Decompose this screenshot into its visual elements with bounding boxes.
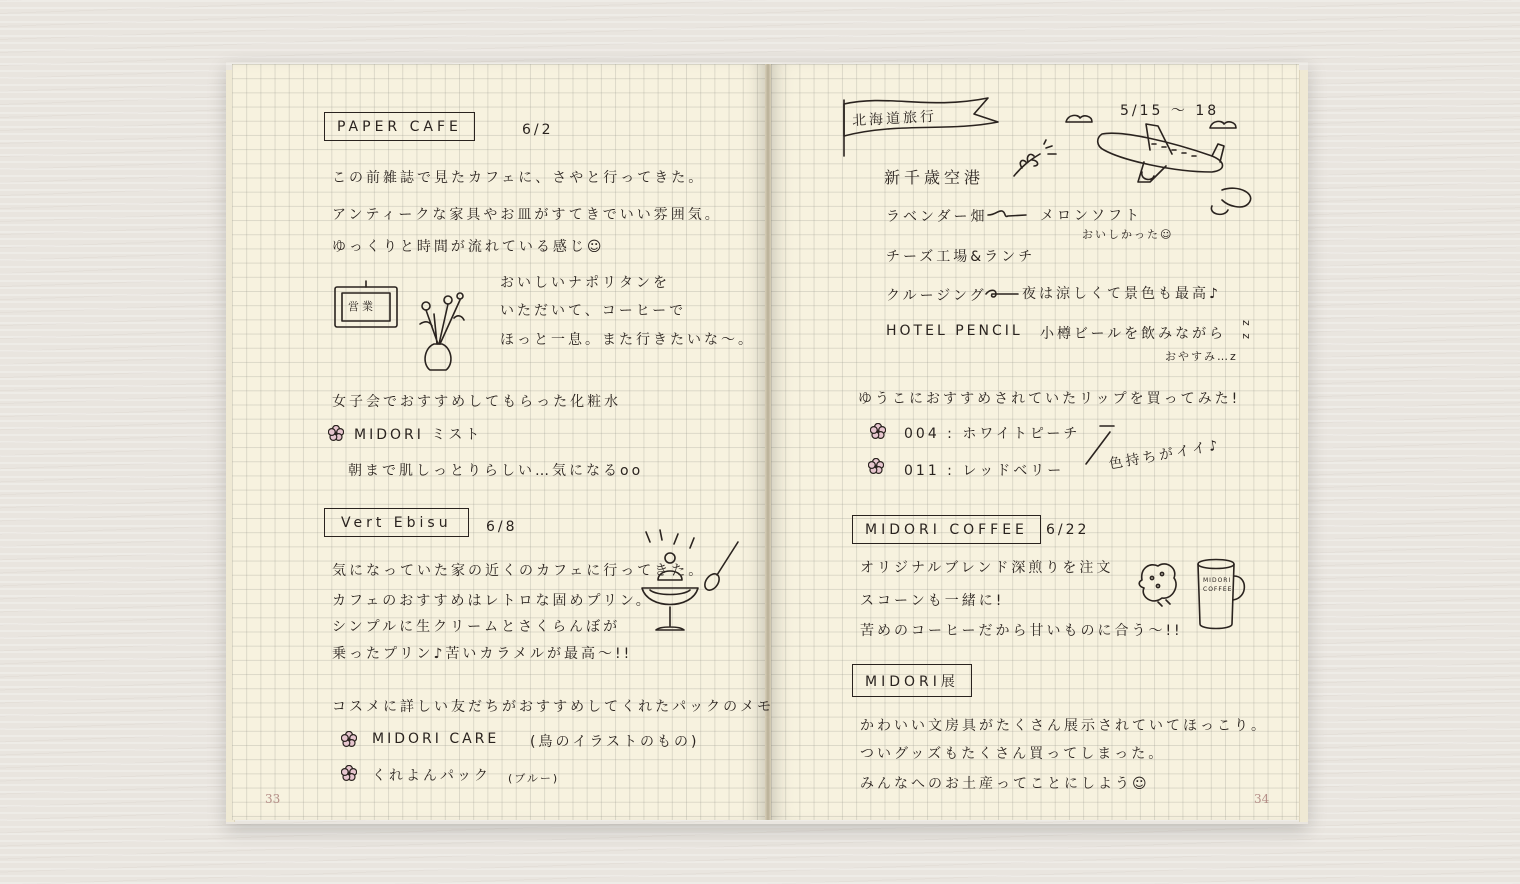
trip-lavender: ラベンダー畑 xyxy=(886,209,988,225)
trip-zz: z z xyxy=(1240,320,1253,342)
text-line: ゆっくりと時間が流れている感じ☺ xyxy=(332,239,605,255)
text-line: この前雑誌で見たカフェに、さやと行ってきた。 xyxy=(332,170,706,186)
lip-item: 011 : レッドベリー xyxy=(904,463,1065,479)
text-line: 気になっていた家の近くのカフェに行ってきた。 xyxy=(332,563,706,579)
section-title-paper-cafe: PAPER CAFE xyxy=(324,112,475,141)
trip-cruise-note: 夜は涼しくて景色も最高♪ xyxy=(1022,286,1221,302)
text-line: かわいい文房具がたくさん展示されていてほっこり。 xyxy=(860,718,1268,734)
note-line: ほっと一息。また行きたいな〜。 xyxy=(500,332,755,348)
flower-vase-icon xyxy=(410,284,470,376)
connector-line xyxy=(986,208,1028,222)
text-line: シンプルに生クリームとさくらんぼが xyxy=(332,619,621,635)
item-line: MIDORI ミスト xyxy=(354,427,483,443)
scone-mug-icon xyxy=(1136,548,1256,638)
text-line: 乗ったプリン♪苦いカラメルが最高〜!! xyxy=(332,646,633,662)
text-line: ついグッズもたくさん買ってしまった。 xyxy=(860,746,1166,762)
flower-icon xyxy=(341,765,357,781)
lip-item: 004 : ホワイトピーチ xyxy=(904,426,1081,442)
item-note: (ブルー) xyxy=(508,772,560,785)
section-title-midori-coffee: MIDORI COFFEE xyxy=(852,515,1041,544)
text-line: みんなへのお土産ってことにしよう☺ xyxy=(860,776,1150,792)
trip-hotel-note: 小樽ビールを飲みながら xyxy=(1040,326,1227,342)
trip-airport: 新千歳空港 xyxy=(884,168,985,187)
trip-sleep: おやすみ…z xyxy=(1165,350,1238,363)
flower-icon xyxy=(868,458,884,474)
trip-cruising: クルージング xyxy=(886,288,987,304)
trip-cheese: チーズ工場&ランチ xyxy=(886,249,1036,265)
flower-icon xyxy=(328,425,344,441)
comment-line: 朝まで肌しっとりらしい…気になるoo xyxy=(348,463,644,479)
page-edge-right xyxy=(1299,70,1308,822)
text-line: カフェのおすすめはレトロな固めプリン。 xyxy=(332,593,653,609)
trip-melon: メロンソフト xyxy=(1040,208,1142,224)
section-date: 6/2 xyxy=(522,122,554,138)
frame-text: 営業 xyxy=(348,300,376,313)
pudding-icon xyxy=(636,530,746,640)
section-date: 6/8 xyxy=(486,519,518,535)
text-line: スコーンも一緒に! xyxy=(860,593,1005,609)
section-title-vert-ebisu: Vert Ebisu xyxy=(324,508,469,537)
section-date: 6/22 xyxy=(1046,522,1090,538)
text-line: オリジナルブレンド深煎りを注文 xyxy=(860,560,1114,576)
trip-melon-note: おいしかった☺ xyxy=(1082,228,1174,241)
item-name: くれよんパック xyxy=(372,768,491,784)
trip-dates: 5/15 〜 18 xyxy=(1120,103,1220,119)
page-number-left: 33 xyxy=(265,792,281,806)
note-line: いただいて、コーヒーで xyxy=(500,303,687,319)
text-line: アンティークな家具やお皿がすてきでいい雰囲気。 xyxy=(332,207,722,223)
flower-icon xyxy=(341,731,357,747)
mug-text: MIDORI COFFEE xyxy=(1203,577,1233,593)
page-number-right: 34 xyxy=(1254,792,1270,806)
lip-note: 色持ちがイイ♪ xyxy=(1107,437,1222,473)
text-line: コスメに詳しい友だちがおすすめしてくれたパックのメモ xyxy=(332,699,775,715)
text-line: 苦めのコーヒーだから甘いものに合う〜!! xyxy=(860,623,1183,639)
item-note: (鳥のイラストのもの) xyxy=(530,734,700,750)
note-line: おいしいナポリタンを xyxy=(500,275,670,291)
banner-text: 北海道旅行 xyxy=(851,108,938,130)
section-title-midori-exhibit: MIDORI展 xyxy=(852,664,972,697)
flower-icon xyxy=(870,423,886,439)
text-line: 女子会でおすすめしてもらった化粧水 xyxy=(332,394,622,410)
connector-line xyxy=(984,288,1020,300)
lip-intro: ゆうこにおすすめされていたリップを買ってみた! xyxy=(858,391,1241,407)
trip-hotel: HOTEL PENCIL xyxy=(886,323,1023,339)
item-name: MIDORI CARE xyxy=(372,731,500,747)
leaf-icon xyxy=(1010,142,1060,182)
